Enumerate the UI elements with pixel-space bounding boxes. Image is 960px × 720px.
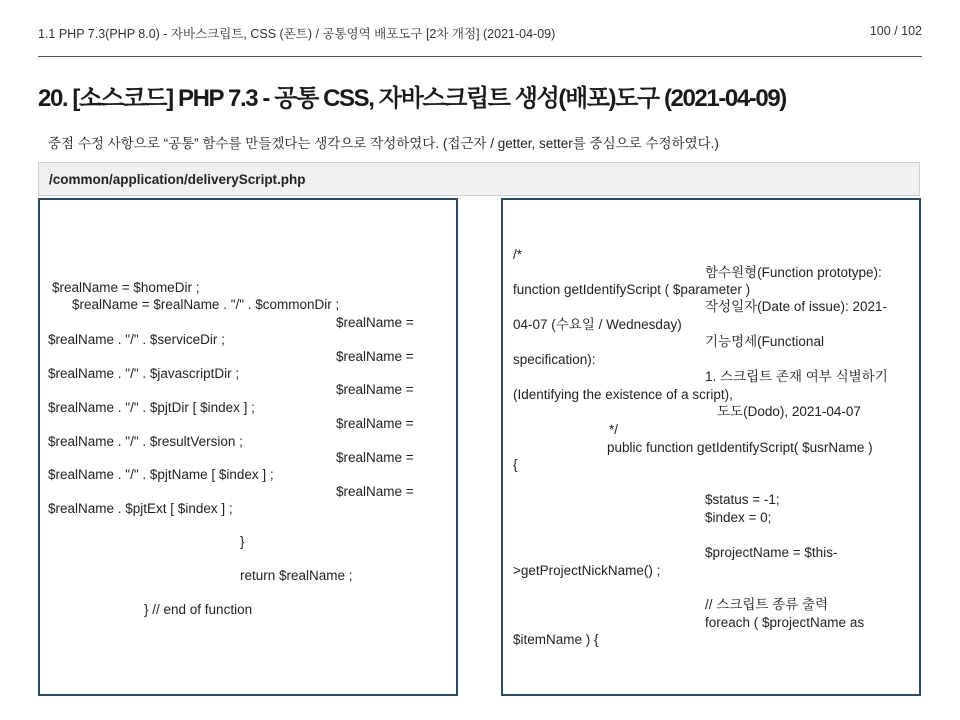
code-line: 함수원형(Function prototype): [705, 265, 882, 280]
code-line: $realName = $realName . "/" . $commonDir ; [72, 297, 340, 312]
code-line: 04-07 (수요일 / Wednesday) [513, 317, 682, 332]
code-line: 도도(Dodo), 2021-04-07 [717, 404, 861, 419]
code-line: return $realName ; [240, 568, 353, 583]
page-number: 100 / 102 [869, 24, 922, 38]
header-divider [38, 56, 922, 57]
file-path: /common/application/deliveryScript.php [49, 172, 306, 187]
code-line: 기능명세(Functional [705, 334, 824, 349]
code-line: 1. 스크립트 존재 여부 식별하기 [705, 369, 888, 384]
code-line: /* [513, 247, 523, 262]
code-line: $realName . "/" . $pjtDir [ $index ] ; [48, 400, 255, 415]
description-text: 중점 수정 사항으로 “공통” 함수를 만들겠다는 생각으로 작성하였다. (접근자 / getter, setter를 중심으로 수정하였다.) [48, 136, 719, 151]
code-line: >getProjectNickName() ; [513, 563, 661, 578]
code-line: $realName . "/" . $pjtName [ $index ] ; [48, 467, 274, 482]
code-line: $status = -1; [705, 492, 780, 507]
header-breadcrumb: 1.1 PHP 7.3(PHP 8.0) - 자바스크립트, CSS (폰트) / 공통영역 배포도구 [2차 개정] (2021-04-09) [38, 27, 556, 41]
code-line: // 스크립트 종류 출력 [705, 597, 829, 612]
code-line: $realName . $pjtExt [ $index ] ; [48, 501, 233, 516]
code-line: } [240, 534, 245, 549]
code-line: $realName = $homeDir ; [52, 280, 200, 295]
code-line: function getIdentifyScript ( $parameter ) [513, 282, 751, 297]
code-line: $realName = [336, 349, 414, 364]
code-line: $realName . "/" . $javascriptDir ; [48, 366, 240, 381]
code-line: $realName = [336, 416, 414, 431]
file-path-bar [38, 162, 920, 196]
code-line: { [513, 457, 518, 472]
code-line: public function getIdentifyScript( $usrName ) [607, 440, 873, 455]
code-line: $index = 0; [705, 510, 772, 525]
code-line: $realName = [336, 484, 414, 499]
code-line: specification): [513, 352, 596, 367]
page-title: 20. [소스코드] PHP 7.3 - 공통 CSS, 자바스크립트 생성(배포)도구 (2021-04-09) [38, 85, 786, 112]
code-line: foreach ( $projectName as [705, 615, 865, 630]
code-line: } // end of function [144, 602, 253, 617]
code-line: (Identifying the existence of a script), [513, 387, 733, 402]
right-code-panel [501, 198, 921, 696]
code-line: $realName = [336, 382, 414, 397]
code-line: $realName . "/" . $resultVersion ; [48, 434, 243, 449]
code-line: $realName . "/" . $serviceDir ; [48, 332, 225, 347]
left-code-panel [38, 198, 458, 696]
code-line: */ [609, 422, 619, 437]
code-line: $realName = [336, 450, 414, 465]
page-header [38, 24, 922, 44]
code-line: $realName = [336, 315, 414, 330]
code-line: $projectName = $this- [705, 545, 838, 560]
code-line: 작성일자(Date of issue): 2021- [705, 299, 887, 314]
code-line: $itemName ) { [513, 632, 599, 647]
